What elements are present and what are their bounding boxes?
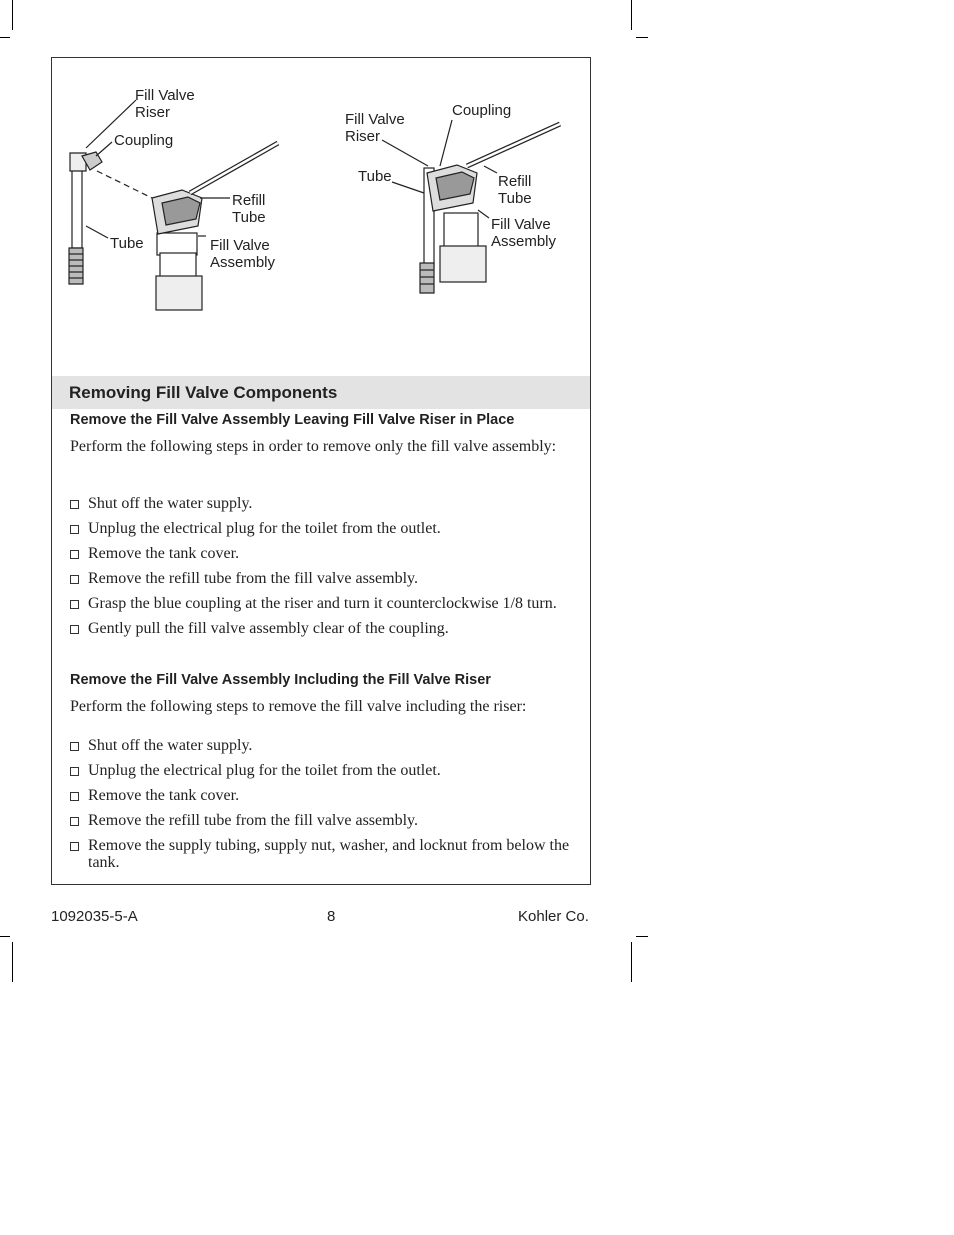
crop-mark: [631, 942, 632, 982]
label-tube-right: Tube: [358, 168, 392, 185]
checkbox-square-icon: [70, 817, 79, 826]
label-coupling-right: Coupling: [452, 102, 512, 119]
checkbox-square-icon: [70, 575, 79, 584]
subheading-part2: Remove the Fill Valve Assembly Including the Fill Valve Riser: [70, 672, 491, 688]
fill-valve-illustration: [52, 58, 592, 376]
crop-mark: [12, 942, 13, 982]
footer-page-number: 8: [327, 908, 336, 925]
list-item: Remove the supply tubing, supply nut, washer, and locknut from below the tank.: [70, 837, 570, 871]
list-item: Unplug the electrical plug for the toilet from the outlet.: [70, 520, 570, 537]
footer-doc-number: 1092035-5-A: [51, 908, 138, 925]
list-item: Remove the tank cover.: [70, 787, 570, 804]
footer-company: Kohler Co.: [518, 908, 589, 925]
crop-mark: [631, 0, 632, 30]
intro-part1: Perform the following steps in order to remove only the fill valve assembly:: [70, 438, 557, 455]
content-frame: [51, 57, 591, 885]
checkbox-square-icon: [70, 742, 79, 751]
checkbox-square-icon: [70, 842, 79, 851]
checkbox-square-icon: [70, 792, 79, 801]
label-refill-tube-left: Refill Tube: [232, 192, 266, 226]
checkbox-square-icon: [70, 625, 79, 634]
crop-mark: [636, 936, 648, 937]
list-item: Unplug the electrical plug for the toilet from the outlet.: [70, 762, 570, 779]
subheading-part1: Remove the Fill Valve Assembly Leaving Fill Valve Riser in Place: [70, 412, 515, 428]
checkbox-square-icon: [70, 767, 79, 776]
label-fill-valve-riser-left: Fill Valve Riser: [135, 87, 195, 121]
steps-list-part1: [70, 495, 570, 645]
list-item: Shut off the water supply.: [70, 495, 570, 512]
label-fill-valve-riser-right: Fill Valve Riser: [345, 111, 405, 145]
label-coupling-left: Coupling: [114, 132, 174, 149]
checkbox-square-icon: [70, 550, 79, 559]
label-fill-valve-assembly-right: Fill Valve Assembly: [491, 216, 557, 250]
crop-mark: [12, 0, 13, 30]
label-tube-left: Tube: [110, 235, 144, 252]
list-item: Gently pull the fill valve assembly clear of the coupling.: [70, 620, 570, 637]
list-item: Grasp the blue coupling at the riser and turn it counterclockwise 1/8 turn.: [70, 595, 570, 612]
label-refill-tube-right: Refill Tube: [498, 173, 532, 207]
label-fill-valve-assembly-left: Fill Valve Assembly: [210, 237, 276, 271]
crop-mark: [636, 37, 648, 38]
list-item: Shut off the water supply.: [70, 737, 570, 754]
list-item: Remove the tank cover.: [70, 545, 570, 562]
section-title: Removing Fill Valve Components: [69, 383, 338, 402]
list-item: Remove the refill tube from the fill valve assembly.: [70, 570, 570, 587]
crop-mark: [0, 37, 10, 38]
section-heading: [52, 376, 590, 409]
list-item: Remove the refill tube from the fill valve assembly.: [70, 812, 570, 829]
steps-list-part2: [70, 737, 570, 879]
checkbox-square-icon: [70, 500, 79, 509]
checkbox-square-icon: [70, 525, 79, 534]
checkbox-square-icon: [70, 600, 79, 609]
intro-part2: Perform the following steps to remove the fill valve including the riser:: [70, 698, 527, 715]
crop-mark: [0, 936, 10, 937]
